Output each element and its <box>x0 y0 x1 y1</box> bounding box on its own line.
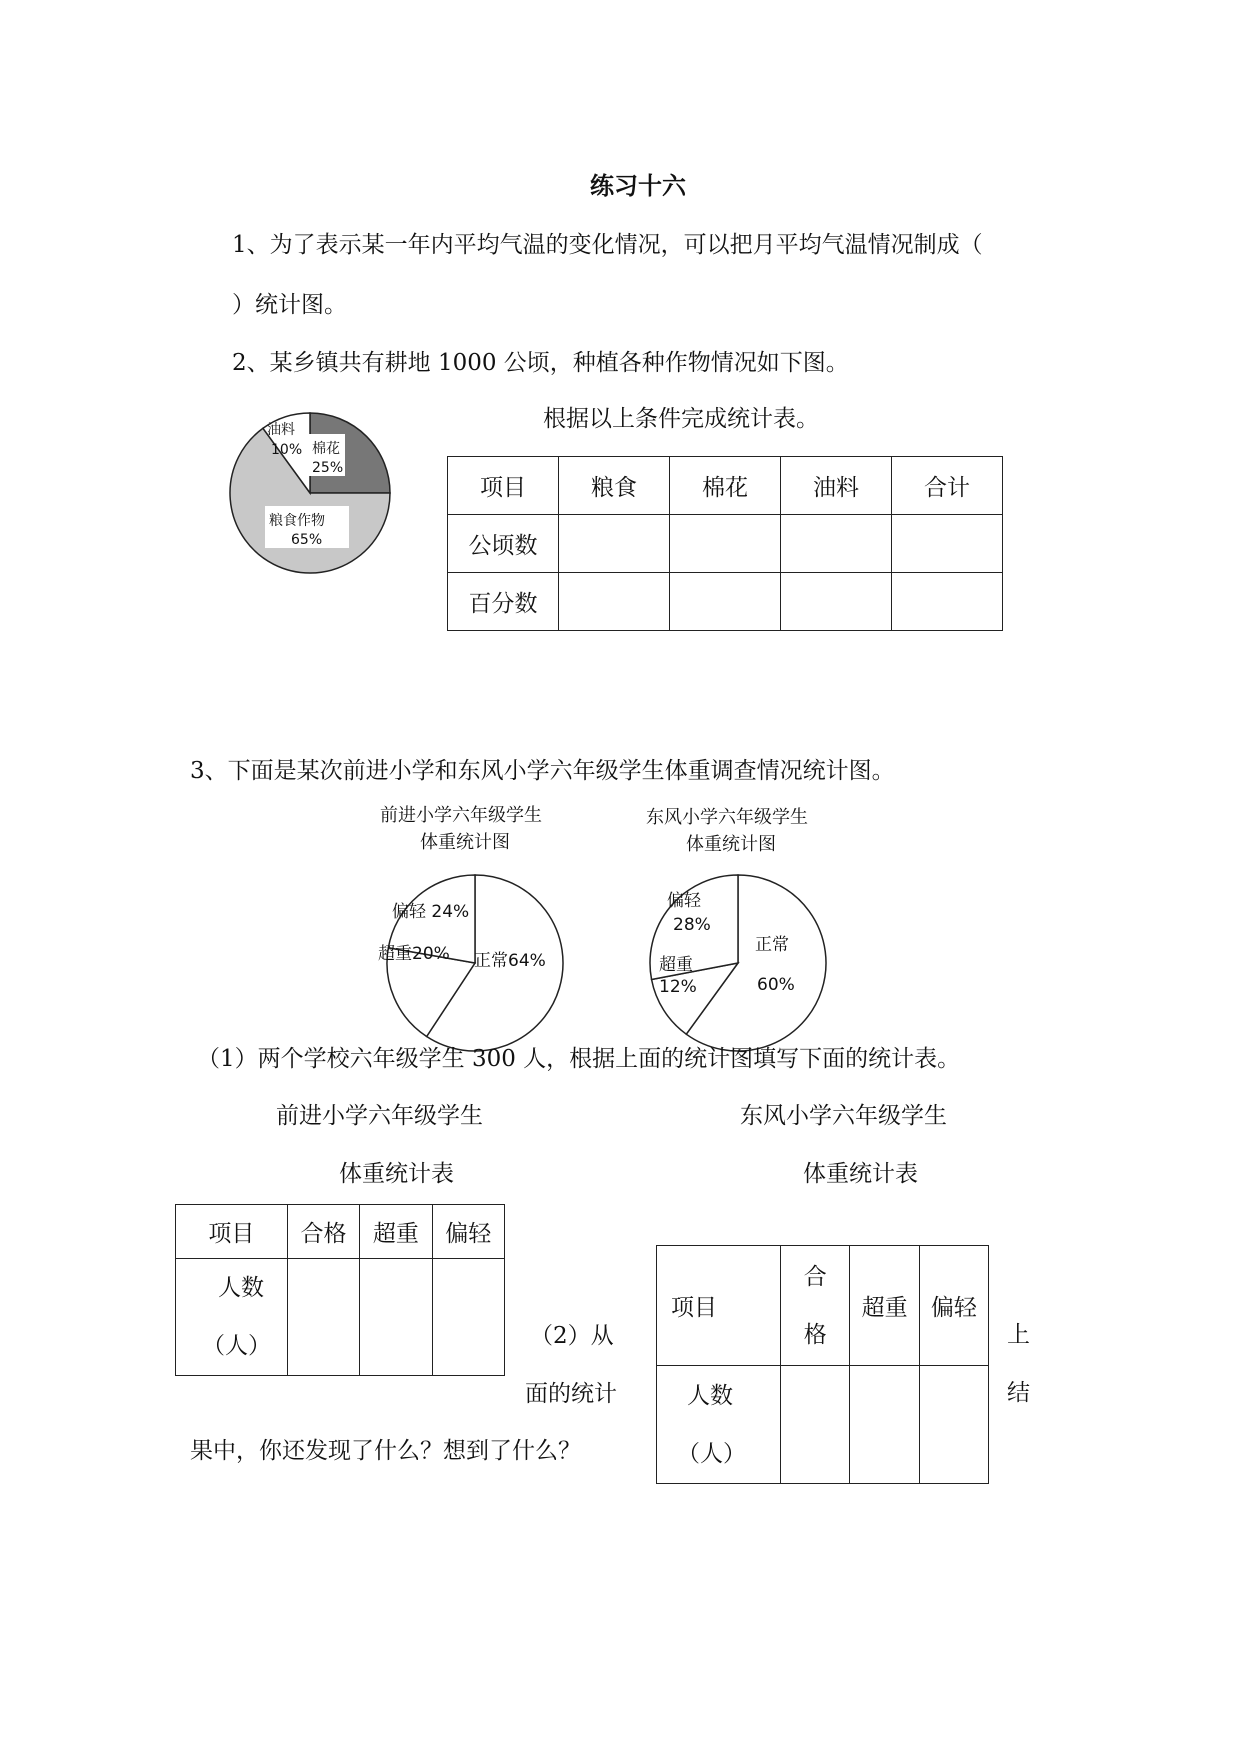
crop-table-row-label: 百分数 <box>448 573 559 631</box>
grain-value: 65% <box>291 532 323 548</box>
qianjin-light-label: 偏轻 24% <box>392 902 470 922</box>
dongfeng-table-header-qualified <box>781 1246 850 1366</box>
crop-table-header: 油料 <box>781 457 892 515</box>
qianjin-table-row-label <box>176 1259 288 1376</box>
dongfeng-table-row-label <box>657 1366 781 1484</box>
row-label-line2: （人） <box>202 1333 271 1359</box>
chart-a-title-line1: 前进小学六年级学生 <box>380 805 542 826</box>
crop-table-cell[interactable] <box>781 515 892 573</box>
crop-table-header: 棉花 <box>670 457 781 515</box>
q3-side-char2: 结 <box>1007 1380 1030 1406</box>
dongfeng-table-cell[interactable] <box>850 1366 919 1484</box>
dongfeng-table-header: 偏轻 <box>919 1246 988 1366</box>
crop-table-header: 合计 <box>892 457 1003 515</box>
qianjin-table-header: 合格 <box>287 1205 359 1259</box>
chart-b-title-line2: 体重统计图 <box>686 834 776 855</box>
q1-line2: ）统计图。 <box>232 292 347 318</box>
dongfeng-weight-table <box>656 1245 989 1484</box>
oil-value: 10% <box>271 442 303 458</box>
crop-table <box>447 456 1003 631</box>
crop-table-cell[interactable] <box>670 515 781 573</box>
qianjin-table-cell[interactable] <box>287 1259 359 1376</box>
cotton-label: 棉花 <box>312 441 340 457</box>
crop-table-header: 项目 <box>448 457 559 515</box>
table-a-title1: 前进小学六年级学生 <box>276 1103 483 1129</box>
dongfeng-table-cell[interactable] <box>781 1366 850 1484</box>
q1-line1: 1、为了表示某一年内平均气温的变化情况，可以把月平均气温情况制成（ <box>232 232 983 258</box>
qianjin-normal-label: 正常64% <box>474 951 546 971</box>
q3-sub2-part1: （2）从 <box>530 1323 614 1349</box>
crop-table-row-label: 公顷数 <box>448 515 559 573</box>
crop-table-header: 粮食 <box>559 457 670 515</box>
header-char1: 合 <box>803 1263 827 1290</box>
dongfeng-pie-chart <box>633 858 843 1068</box>
dongfeng-normal-value: 60% <box>757 975 795 995</box>
chart-b-title-line1: 东风小学六年级学生 <box>646 807 808 828</box>
qianjin-pie-chart <box>370 858 580 1068</box>
dongfeng-normal-label: 正常 <box>755 935 789 955</box>
row-label-line1: 人数 <box>687 1382 733 1409</box>
dongfeng-over-label: 超重 <box>659 955 693 975</box>
q2-caption: 根据以上条件完成统计表。 <box>543 406 819 432</box>
dongfeng-table-header: 超重 <box>850 1246 919 1366</box>
qianjin-weight-table <box>175 1204 505 1376</box>
qianjin-table-header: 超重 <box>360 1205 432 1259</box>
crop-pie-chart <box>215 398 405 588</box>
row-label-line1: 人数 <box>218 1275 264 1301</box>
qianjin-table-header: 项目 <box>176 1205 288 1259</box>
dongfeng-table-header: 项目 <box>657 1246 781 1366</box>
dongfeng-light-label: 偏轻 <box>667 891 701 911</box>
crop-table-cell[interactable] <box>670 573 781 631</box>
q3-sub2-part3: 果中，你还发现了什么？想到了什么？ <box>190 1438 581 1464</box>
crop-table-cell[interactable] <box>781 573 892 631</box>
crop-table-cell[interactable] <box>892 573 1003 631</box>
table-b-title1: 东风小学六年级学生 <box>740 1103 947 1129</box>
q3-text: 3、下面是某次前进小学和东风小学六年级学生体重调查情况统计图。 <box>190 758 895 784</box>
crop-table-cell[interactable] <box>559 573 670 631</box>
qianjin-table-cell[interactable] <box>360 1259 432 1376</box>
q3-sub2-part2: 面的统计 <box>525 1381 617 1407</box>
q2-text: 2、某乡镇共有耕地 1000 公顷，种植各种作物情况如下图。 <box>232 350 849 376</box>
table-b-title2: 体重统计表 <box>803 1161 918 1187</box>
chart-a-title-line2: 体重统计图 <box>420 832 510 853</box>
header-char2: 格 <box>803 1321 827 1348</box>
qianjin-table-cell[interactable] <box>432 1259 504 1376</box>
page-title: 练习十六 <box>590 171 686 200</box>
dongfeng-table-cell[interactable] <box>919 1366 988 1484</box>
dongfeng-light-value: 28% <box>673 915 711 935</box>
crop-table-cell[interactable] <box>892 515 1003 573</box>
dongfeng-over-value: 12% <box>659 977 697 997</box>
q3-sub1: （1）两个学校六年级学生 300 人，根据上面的统计图填写下面的统计表。 <box>197 1046 961 1072</box>
cotton-value: 25% <box>312 460 344 476</box>
qianjin-table-header: 偏轻 <box>432 1205 504 1259</box>
oil-label: 油料 <box>267 422 295 438</box>
grain-label: 粮食作物 <box>269 513 325 529</box>
crop-table-cell[interactable] <box>559 515 670 573</box>
row-label-line2: （人） <box>677 1440 746 1467</box>
qianjin-over-label: 超重20% <box>378 944 450 964</box>
table-a-title2: 体重统计表 <box>339 1161 454 1187</box>
q3-side-char1: 上 <box>1007 1322 1030 1348</box>
